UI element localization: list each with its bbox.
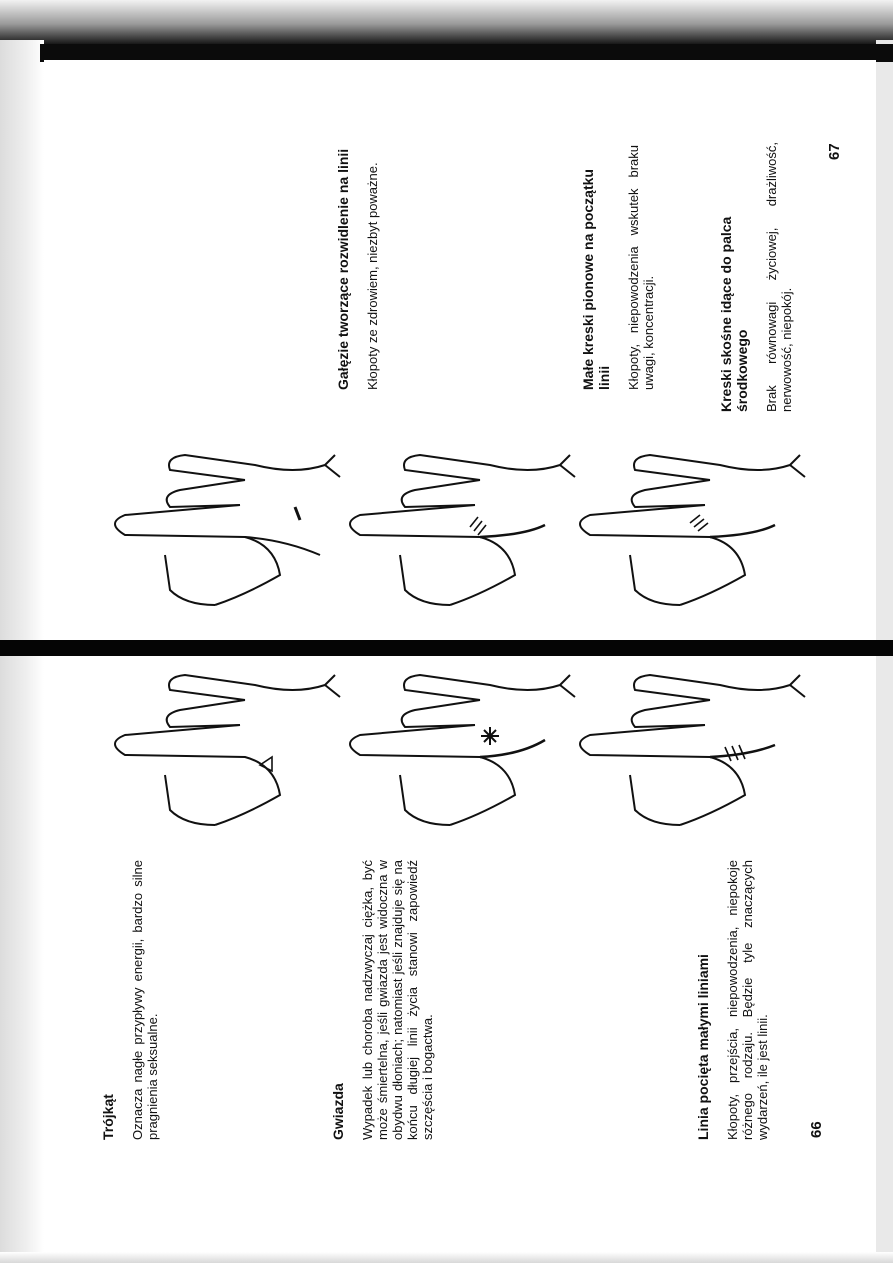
hand-triangle-icon (95, 665, 345, 835)
section-text: Kłopoty, niepowodzenia wskutek braku uwagi, koncentracji. (626, 145, 656, 390)
page-number: 67 (826, 143, 843, 160)
book-spine (0, 640, 893, 656)
hand-fork-icon (95, 445, 345, 615)
hand-cut-line-icon (560, 665, 810, 835)
section-text: Oznacza nagłe przypływy energii, bardzo silne pragnienia seksualne. (130, 860, 160, 1140)
section-text: Brak równowagi życiowej, drażliwość, nerwowość, niepokój. (764, 142, 794, 412)
scan-shadow-bottom (0, 1252, 893, 1263)
hand-slanted-dashes-icon (560, 445, 810, 615)
section-heading: Trójkąt (100, 1094, 116, 1140)
hand-star-icon (330, 665, 580, 835)
page-number: 66 (808, 1121, 825, 1138)
section-heading: Małe kreski pionowe na początku linii (580, 169, 612, 390)
section-heading: Gałęzie tworzące rozwidlenie na linii (335, 148, 351, 390)
section-star (330, 860, 435, 1140)
section-cut-line (695, 860, 770, 1140)
section-heading: Linia pocięta małymi liniami (695, 954, 711, 1140)
section-fork (335, 145, 380, 390)
section-heading: Kreski skośne idące do palca środkowego (718, 216, 750, 412)
section-text: Kłopoty, przejścia, niepowodzenia, niepokoje różnego rodzaju. Będzie tyle znaczących wydarzeń, ile jest linii. (725, 860, 770, 1140)
section-text: Wypadek lub choroba nadzwyczaj ciężka, być może śmiertelna, jeśli gwiazda jest widoczna w obydwu dłoniach; natomiast jeśli znajduje się na końcu długiej linii życia stanowi zapowiedź szczęścia i bogactwa. (360, 860, 435, 1140)
section-triangle (100, 860, 160, 1140)
hand-vertical-dashes-icon (330, 445, 580, 615)
section-vertical-dashes (580, 145, 656, 390)
section-heading: Gwiazda (330, 1083, 346, 1140)
section-slanted-dashes (718, 142, 794, 412)
section-text: Kłopoty ze zdrowiem, niezbyt poważne. (365, 162, 380, 390)
